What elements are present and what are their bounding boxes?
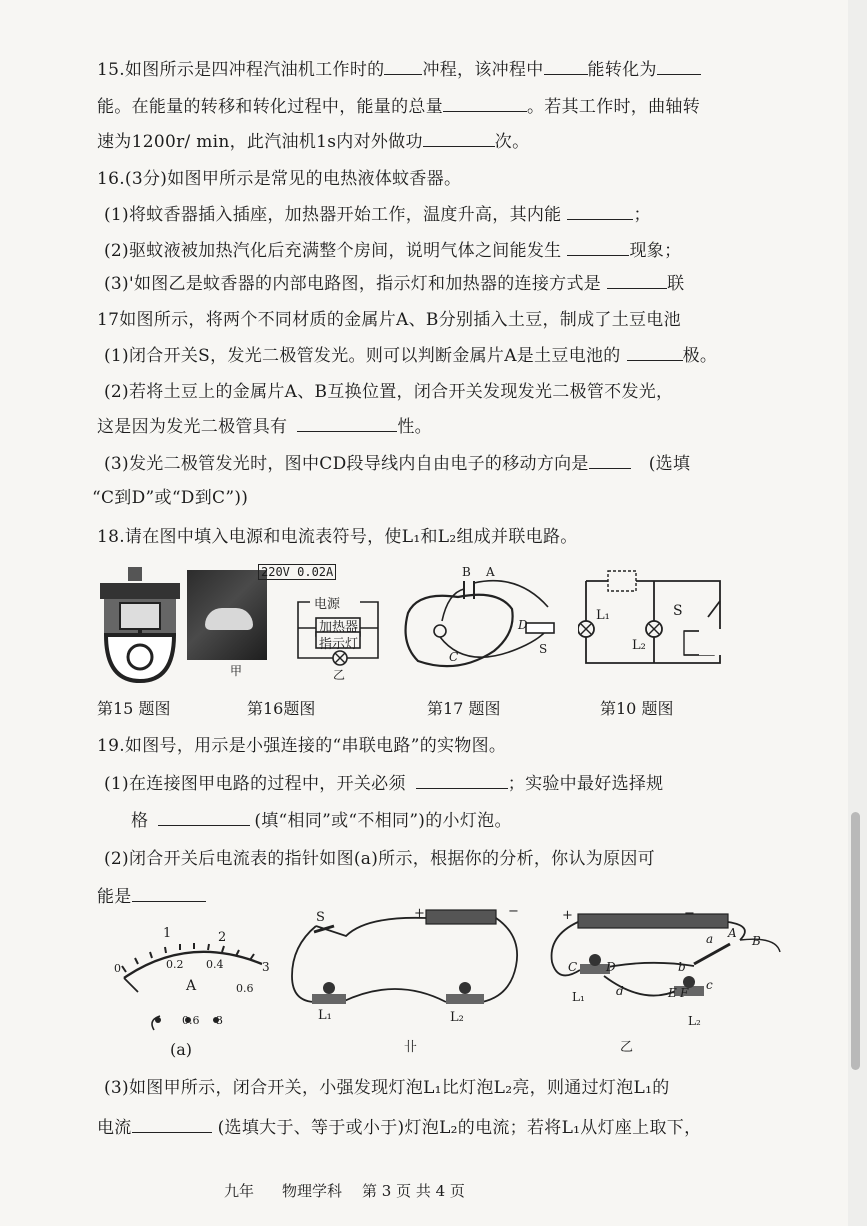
- answer-blank: [443, 95, 527, 112]
- answer-blank: [132, 885, 206, 902]
- answer-blank: [567, 239, 629, 256]
- q19-text: (填“相同”或“不相同”)的小灯泡。: [254, 811, 512, 831]
- meter-caption: (a): [170, 1040, 193, 1059]
- q19-part2b: [97, 885, 206, 908]
- meter-placeholder: [608, 571, 636, 591]
- q17-text: (选填: [648, 454, 691, 474]
- fig17-potato-battery: [398, 563, 578, 683]
- q19-text: (1)在连接图甲电路的过程中，开关必须: [104, 774, 406, 794]
- q15-line2: [97, 95, 700, 118]
- answer-blank: [384, 58, 422, 75]
- yi-caption: 乙: [620, 1040, 634, 1055]
- jia-label-minus: −: [508, 904, 519, 919]
- yi-label-E: E: [668, 986, 677, 1000]
- fig17-caption: 第17 题图: [427, 699, 501, 718]
- q16-text: (3)'如图乙是蚊香器的内部电路图，指示灯和加热器的连接方式是: [104, 274, 602, 294]
- fig16b-lamp-label: 指示灯: [319, 637, 359, 652]
- switch-icon: [708, 601, 720, 617]
- ammeter-figure: [108, 920, 278, 1070]
- yi-label-plus: +: [562, 908, 573, 923]
- q15-text: 。若其工作时，曲轴转: [527, 97, 700, 117]
- q17-title: 17如图所示，将两个不同材质的金属片A、B分别插入土豆，制成了土豆电池: [97, 310, 681, 330]
- yi-label-C: C: [568, 960, 578, 974]
- q15-text: 冲程，该冲程中: [422, 60, 544, 80]
- switch-icon: [526, 623, 554, 633]
- q16-part1: [104, 203, 651, 226]
- meter-tick-0: 0: [114, 962, 121, 975]
- jia-label-L1: L₁: [318, 1008, 332, 1023]
- fig17-label-S: S: [539, 642, 548, 656]
- jia-caption: 卝: [404, 1040, 418, 1055]
- q19-title: 19.如图号，用示是小强连接的“串联电路”的实物图。: [97, 736, 507, 756]
- jia-label-L2: L₂: [450, 1010, 464, 1025]
- q17-part3a: [104, 452, 690, 475]
- q17-text: 这是因为发光二极管具有: [97, 417, 288, 437]
- q17-part1: [104, 344, 717, 367]
- yi-label-L2: L₂: [688, 1014, 701, 1028]
- q17-part3b: “C到D”或“D到C”)): [92, 488, 249, 508]
- fig18-label-L2: L₂: [632, 638, 646, 653]
- lamp-holder-l1: [312, 994, 346, 1004]
- answer-blank: [416, 772, 508, 789]
- lamp-l1-icon: [323, 982, 335, 994]
- lamp-holder-l2: [446, 994, 484, 1004]
- meter-terminal-0.6: 0.6: [182, 1014, 200, 1027]
- yi-label-F: F: [680, 986, 689, 1000]
- answer-blank: [607, 272, 667, 289]
- footer-page: 第 3 页 共 4 页: [362, 1182, 465, 1200]
- meter-tick-3: 3: [262, 960, 270, 974]
- yi-label-a: a: [706, 932, 714, 946]
- led-icon: [434, 625, 446, 637]
- yi-label-A: A: [728, 926, 737, 940]
- q19-text: ；实验中最好选择规: [507, 774, 664, 794]
- q17-text: 极。: [682, 346, 718, 366]
- q19-part1b: [131, 809, 512, 832]
- q17-text: (1)闭合开关S，发光二极管发光。则可以判断金属片A是土豆电池的: [104, 346, 621, 366]
- yi-label-d: d: [616, 984, 624, 998]
- yi-label-b: b: [678, 960, 686, 974]
- answer-blank: [423, 130, 495, 147]
- meter-unit: A: [186, 978, 197, 994]
- switch-icon: [694, 944, 730, 964]
- fig17-label-D: D: [518, 618, 528, 632]
- answer-blank: [589, 452, 631, 469]
- footer-grade: 九年: [224, 1182, 255, 1200]
- q16-text: 联: [667, 274, 685, 294]
- answer-blank: [132, 1116, 212, 1133]
- answer-blank: [297, 415, 397, 432]
- fig18-caption: 第10 题图: [600, 699, 674, 718]
- yi-label-D: D: [606, 960, 616, 974]
- answer-blank: [158, 809, 250, 826]
- q19-text: 格: [131, 811, 149, 831]
- q19-text: (选填大于、等于或小于)灯泡L₂的电流；若将L₁从灯座上取下，: [217, 1118, 702, 1138]
- q16-part3: [104, 272, 684, 295]
- q19-text: 能是: [97, 887, 132, 907]
- fig16b-source-label: 电源: [314, 597, 341, 612]
- meter-terminal-3: 3: [216, 1014, 223, 1027]
- q19-part3b: [97, 1116, 701, 1139]
- series-circuit-yi: [544, 906, 784, 1026]
- yi-label-B: B: [752, 934, 761, 948]
- fig17-label-A: A: [486, 565, 495, 579]
- jia-label-S: S: [316, 910, 325, 925]
- footer-subject: 物理学科: [282, 1182, 343, 1200]
- meter-tick-0.6: 0.6: [236, 982, 254, 995]
- q15-text: 次。: [494, 132, 530, 152]
- q15-text: 能转化为: [587, 60, 657, 80]
- fig18-label-L1: L₁: [596, 608, 610, 623]
- meter-tick-0.2: 0.2: [166, 958, 184, 971]
- fig16b-heater-label: 加热器: [319, 620, 359, 635]
- q18-title: 18.请在图中填入电源和电流表符号，使L₁和L₂组成并联电路。: [97, 527, 578, 547]
- answer-blank: [544, 58, 588, 75]
- q19-part2a: (2)闭合开关后电流表的指针如图(a)所示，根据你的分析，你认为原因可: [104, 849, 655, 869]
- q19-text: 电流: [97, 1118, 132, 1138]
- battery-icon: [578, 914, 728, 928]
- fig18-label-S: S: [673, 603, 683, 619]
- q15-text: 速为1200r/ min，此汽油机1s内对外做功: [97, 132, 423, 152]
- meter-tick-0.4: 0.4: [206, 958, 224, 971]
- q16-text: (1)将蚊香器插入插座，加热器开始工作，温度升高，其内能: [104, 205, 562, 225]
- q16-part2: [104, 239, 681, 262]
- q19-part3a: (3)如图甲所示，闭合开关，小强发现灯泡L₁比灯泡L₂亮，则通过灯泡L₁的: [104, 1078, 670, 1098]
- fig16-caption: 第16题图: [247, 699, 316, 718]
- yi-label-c: c: [706, 978, 713, 992]
- q17-part2b: [97, 415, 432, 438]
- q16-text: 现象；: [629, 241, 682, 261]
- yi-label-minus: −: [684, 906, 695, 921]
- fig15-caption: 第15 题图: [97, 699, 171, 718]
- answer-blank: [567, 203, 633, 220]
- fig16-label-jia: 甲: [230, 664, 243, 678]
- fig15-engine-figure: [98, 565, 182, 685]
- meter-pointer: [124, 978, 138, 992]
- q16-title: 16.(3分)如图甲所示是常见的电热液体蚊香器。: [97, 169, 462, 189]
- q17-text: (3)发光二极管发光时，图中CD段导线内自由电子的移动方向是: [104, 454, 589, 474]
- q15-text: 能。在能量的转移和转化过程中，能量的总量: [97, 97, 443, 117]
- scrollbar-thumb[interactable]: [851, 812, 860, 1070]
- fig17-label-B: B: [462, 565, 471, 579]
- q15-line3: [97, 130, 529, 153]
- q15-line1: [97, 58, 701, 81]
- q17-part2a: (2)若将土豆上的金属片A、B互换位置，闭合开关发现发光二极管不发光，: [104, 382, 674, 402]
- spark-plug-icon: [128, 567, 142, 581]
- meter-tick-1: 1: [163, 926, 172, 941]
- fig17-label-C: C: [449, 650, 459, 664]
- fig16b-label-yi: 乙: [333, 668, 346, 682]
- q17-text: 性。: [397, 417, 432, 437]
- yi-label-L1: L₁: [572, 990, 585, 1004]
- fig16-device: [205, 608, 253, 630]
- jia-label-plus: +: [414, 906, 425, 921]
- meter-tick-2: 2: [218, 930, 227, 945]
- q16-text: (2)驱蚊液被加热汽化后充满整个房间，说明气体之间能发生: [104, 241, 562, 261]
- lamp-l1-icon: [589, 954, 601, 966]
- q16-text: ；: [633, 205, 651, 225]
- q15-text: 15.如图所示是四冲程汽油机工作时的: [97, 60, 385, 80]
- q19-part1a: [104, 772, 663, 795]
- fig16b-rating: 220V 0.02A: [258, 564, 336, 580]
- lamp-l2-icon: [459, 982, 471, 994]
- battery-icon: [426, 910, 496, 924]
- answer-blank: [627, 344, 683, 361]
- answer-blank: [657, 58, 701, 75]
